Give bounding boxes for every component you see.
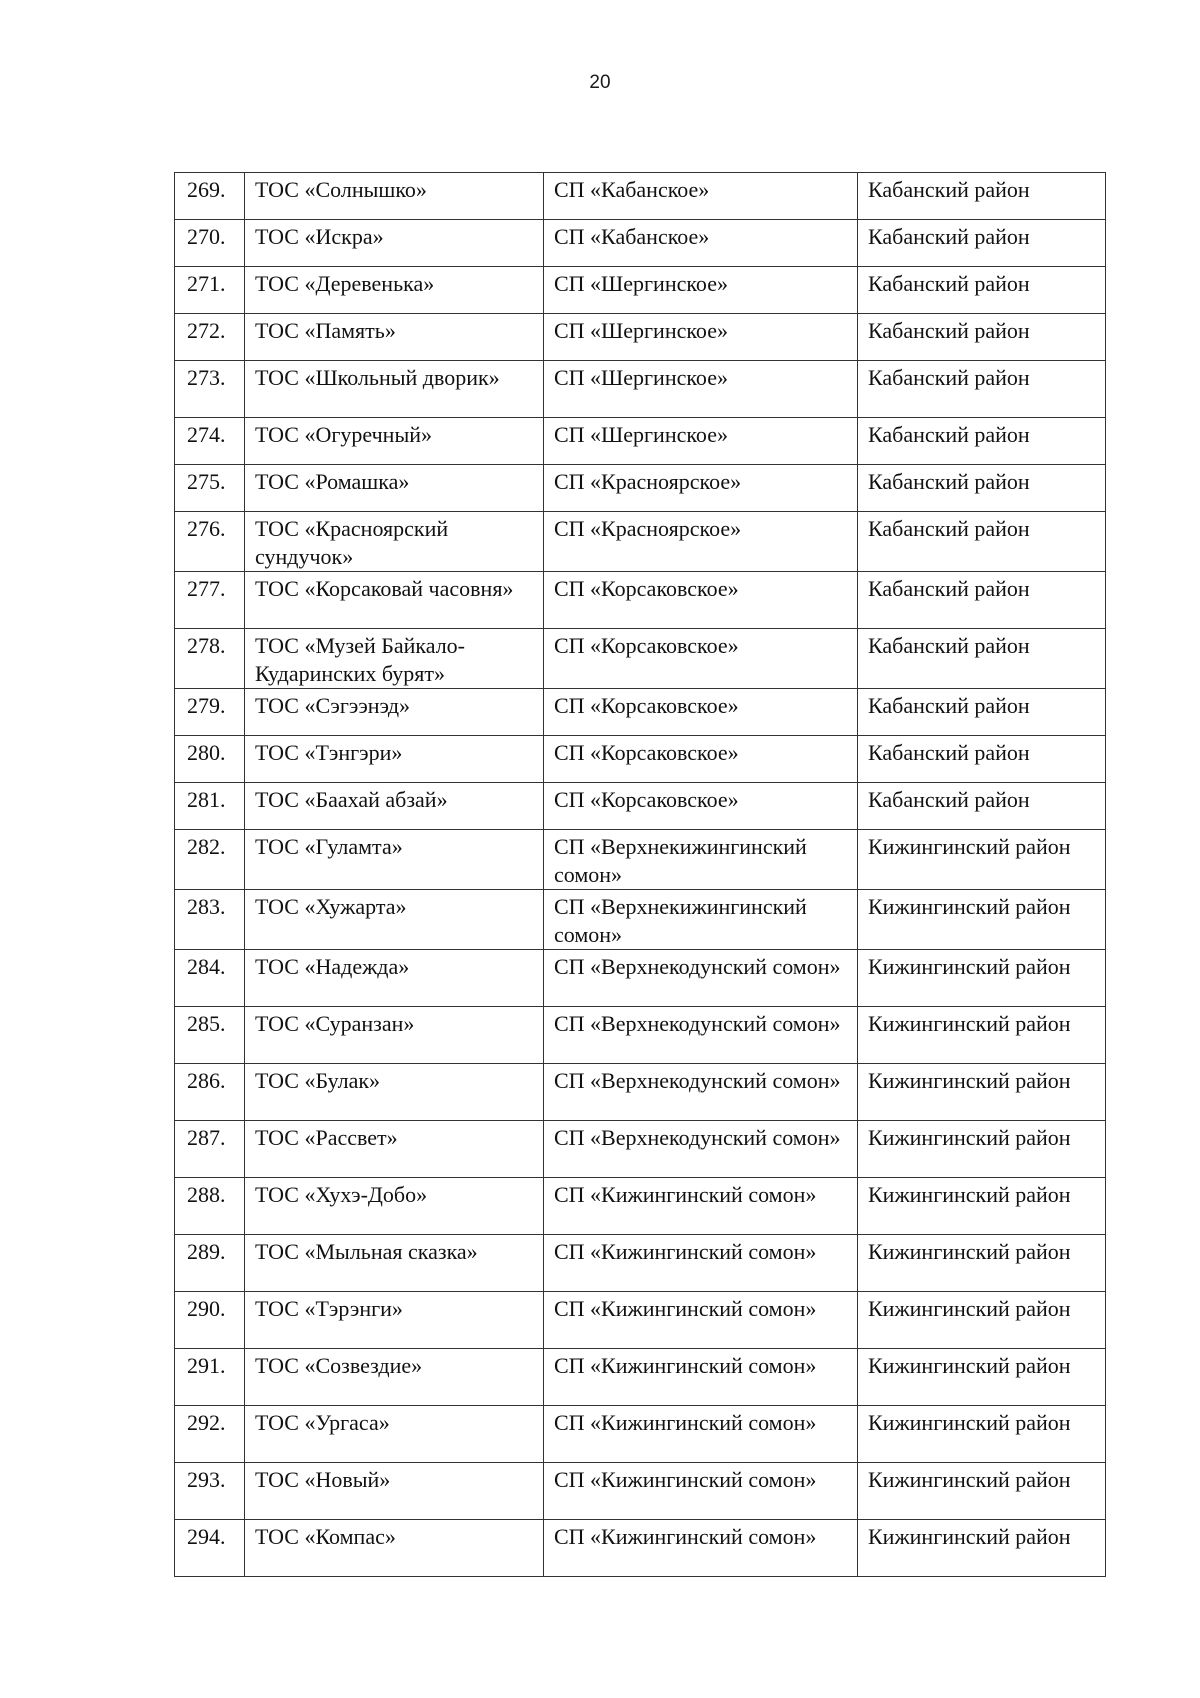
settlement-cell: СП «Кижингинский сомон» (544, 1178, 858, 1235)
row-number-cell: 275. (175, 465, 245, 512)
settlement-cell: СП «Верхнекижингинский сомон» (544, 830, 858, 890)
row-number-cell: 273. (175, 361, 245, 418)
district-cell: Кижингинский район (858, 1292, 1106, 1349)
tos-name-cell: ТОС «Корсаковай часовня» (245, 572, 544, 629)
district-cell: Кижингинский район (858, 1064, 1106, 1121)
row-number-cell: 279. (175, 689, 245, 736)
tos-name-cell: ТОС «Новый» (245, 1463, 544, 1520)
table-row (175, 173, 1106, 220)
tos-name-cell: ТОС «Гуламта» (245, 830, 544, 890)
district-cell: Кабанский район (858, 783, 1106, 830)
row-number-cell: 271. (175, 267, 245, 314)
settlement-cell: СП «Кабанское» (544, 220, 858, 267)
row-number-cell: 287. (175, 1121, 245, 1178)
tos-name-cell: ТОС «Булак» (245, 1064, 544, 1121)
tos-name-cell: ТОС «Рассвет» (245, 1121, 544, 1178)
tos-name-cell: ТОС «Ромашка» (245, 465, 544, 512)
district-cell: Кабанский район (858, 361, 1106, 418)
district-cell: Кабанский район (858, 267, 1106, 314)
page-number: 20 (589, 72, 611, 93)
settlement-cell: СП «Верхнекодунский сомон» (544, 1064, 858, 1121)
settlement-cell: СП «Кижингинский сомон» (544, 1406, 858, 1463)
row-number-cell: 288. (175, 1178, 245, 1235)
district-cell: Кижингинский район (858, 1349, 1106, 1406)
tos-name-cell: ТОС «Мыльная сказка» (245, 1235, 544, 1292)
table-row (175, 1178, 1106, 1235)
district-cell: Кабанский район (858, 572, 1106, 629)
settlement-cell: СП «Кижингинский сомон» (544, 1349, 858, 1406)
table-row (175, 1064, 1106, 1121)
settlement-cell: СП «Шергинское» (544, 267, 858, 314)
tos-name-cell: ТОС «Сэгээнэд» (245, 689, 544, 736)
tos-name-cell: ТОС «Красноярский сундучок» (245, 512, 544, 572)
table-row (175, 1292, 1106, 1349)
table-row (175, 572, 1106, 629)
row-number-cell: 270. (175, 220, 245, 267)
row-number-cell: 289. (175, 1235, 245, 1292)
table-row (175, 361, 1106, 418)
table-row (175, 314, 1106, 361)
table-row (175, 267, 1106, 314)
district-cell: Кижингинский район (858, 830, 1106, 890)
district-cell: Кижингинский район (858, 1463, 1106, 1520)
row-number-cell: 269. (175, 173, 245, 220)
district-cell: Кижингинский район (858, 890, 1106, 950)
district-cell: Кижингинский район (858, 1235, 1106, 1292)
table-row (175, 512, 1106, 572)
district-cell: Кижингинский район (858, 950, 1106, 1007)
settlement-cell: СП «Корсаковское» (544, 736, 858, 783)
district-cell: Кижингинский район (858, 1121, 1106, 1178)
table-row (175, 1349, 1106, 1406)
tos-name-cell: ТОС «Память» (245, 314, 544, 361)
settlement-cell: СП «Верхнекодунский сомон» (544, 1007, 858, 1064)
row-number-cell: 284. (175, 950, 245, 1007)
settlement-cell: СП «Шергинское» (544, 314, 858, 361)
table-row (175, 1520, 1106, 1577)
table-row (175, 220, 1106, 267)
row-number-cell: 281. (175, 783, 245, 830)
district-cell: Кижингинский район (858, 1178, 1106, 1235)
tos-name-cell: ТОС «Школьный дворик» (245, 361, 544, 418)
tos-name-cell: ТОС «Хужарта» (245, 890, 544, 950)
settlement-cell: СП «Верхнекодунский сомон» (544, 1121, 858, 1178)
row-number-cell: 283. (175, 890, 245, 950)
settlement-cell: СП «Кижингинский сомон» (544, 1235, 858, 1292)
tos-name-cell: ТОС «Огуречный» (245, 418, 544, 465)
row-number-cell: 291. (175, 1349, 245, 1406)
row-number-cell: 274. (175, 418, 245, 465)
table-row (175, 1463, 1106, 1520)
table-row (175, 1007, 1106, 1064)
settlement-cell: СП «Красноярское» (544, 512, 858, 572)
row-number-cell: 286. (175, 1064, 245, 1121)
table-body (175, 173, 1106, 1577)
table-row (175, 1406, 1106, 1463)
district-cell: Кабанский район (858, 512, 1106, 572)
row-number-cell: 292. (175, 1406, 245, 1463)
table-row (175, 830, 1106, 890)
row-number-cell: 272. (175, 314, 245, 361)
row-number-cell: 290. (175, 1292, 245, 1349)
settlement-cell: СП «Кижингинский сомон» (544, 1463, 858, 1520)
tos-name-cell: ТОС «Искра» (245, 220, 544, 267)
district-cell: Кабанский район (858, 314, 1106, 361)
row-number-cell: 278. (175, 629, 245, 689)
settlement-cell: СП «Кижингинский сомон» (544, 1520, 858, 1577)
settlement-cell: СП «Кижингинский сомон» (544, 1292, 858, 1349)
table-row (175, 1121, 1106, 1178)
table-row (175, 950, 1106, 1007)
tos-name-cell: ТОС «Тэнгэри» (245, 736, 544, 783)
row-number-cell: 282. (175, 830, 245, 890)
district-cell: Кабанский район (858, 173, 1106, 220)
tos-name-cell: ТОС «Созвездие» (245, 1349, 544, 1406)
settlement-cell: СП «Кабанское» (544, 173, 858, 220)
settlement-cell: СП «Корсаковское» (544, 629, 858, 689)
row-number-cell: 280. (175, 736, 245, 783)
tos-name-cell: ТОС «Деревенька» (245, 267, 544, 314)
settlement-cell: СП «Красноярское» (544, 465, 858, 512)
tos-name-cell: ТОС «Суранзан» (245, 1007, 544, 1064)
row-number-cell: 293. (175, 1463, 245, 1520)
settlement-cell: СП «Шергинское» (544, 418, 858, 465)
settlement-cell: СП «Шергинское» (544, 361, 858, 418)
settlement-cell: СП «Корсаковское» (544, 783, 858, 830)
table-row (175, 465, 1106, 512)
tos-name-cell: ТОС «Хухэ-Добо» (245, 1178, 544, 1235)
settlement-cell: СП «Верхнекодунский сомон» (544, 950, 858, 1007)
table-row (175, 689, 1106, 736)
table-row (175, 736, 1106, 783)
table-row (175, 1235, 1106, 1292)
district-cell: Кабанский район (858, 689, 1106, 736)
table-row (175, 783, 1106, 830)
tos-name-cell: ТОС «Музей Байкало-Кударинских бурят» (245, 629, 544, 689)
district-cell: Кабанский район (858, 736, 1106, 783)
district-cell: Кабанский район (858, 418, 1106, 465)
district-cell: Кижингинский район (858, 1520, 1106, 1577)
row-number-cell: 294. (175, 1520, 245, 1577)
tos-name-cell: ТОС «Солнышко» (245, 173, 544, 220)
tos-name-cell: ТОС «Надежда» (245, 950, 544, 1007)
district-cell: Кабанский район (858, 465, 1106, 512)
table-row (175, 629, 1106, 689)
settlement-cell: СП «Верхнекижингинский сомон» (544, 890, 858, 950)
table-row (175, 418, 1106, 465)
settlement-cell: СП «Корсаковское» (544, 572, 858, 629)
tos-registry-table (174, 172, 1106, 1577)
district-cell: Кабанский район (858, 220, 1106, 267)
tos-name-cell: ТОС «Компас» (245, 1520, 544, 1577)
tos-name-cell: ТОС «Ургаса» (245, 1406, 544, 1463)
district-cell: Кижингинский район (858, 1406, 1106, 1463)
tos-name-cell: ТОС «Тэрэнги» (245, 1292, 544, 1349)
settlement-cell: СП «Корсаковское» (544, 689, 858, 736)
row-number-cell: 285. (175, 1007, 245, 1064)
district-cell: Кижингинский район (858, 1007, 1106, 1064)
row-number-cell: 276. (175, 512, 245, 572)
district-cell: Кабанский район (858, 629, 1106, 689)
tos-name-cell: ТОС «Баахай абзай» (245, 783, 544, 830)
table-row (175, 890, 1106, 950)
row-number-cell: 277. (175, 572, 245, 629)
